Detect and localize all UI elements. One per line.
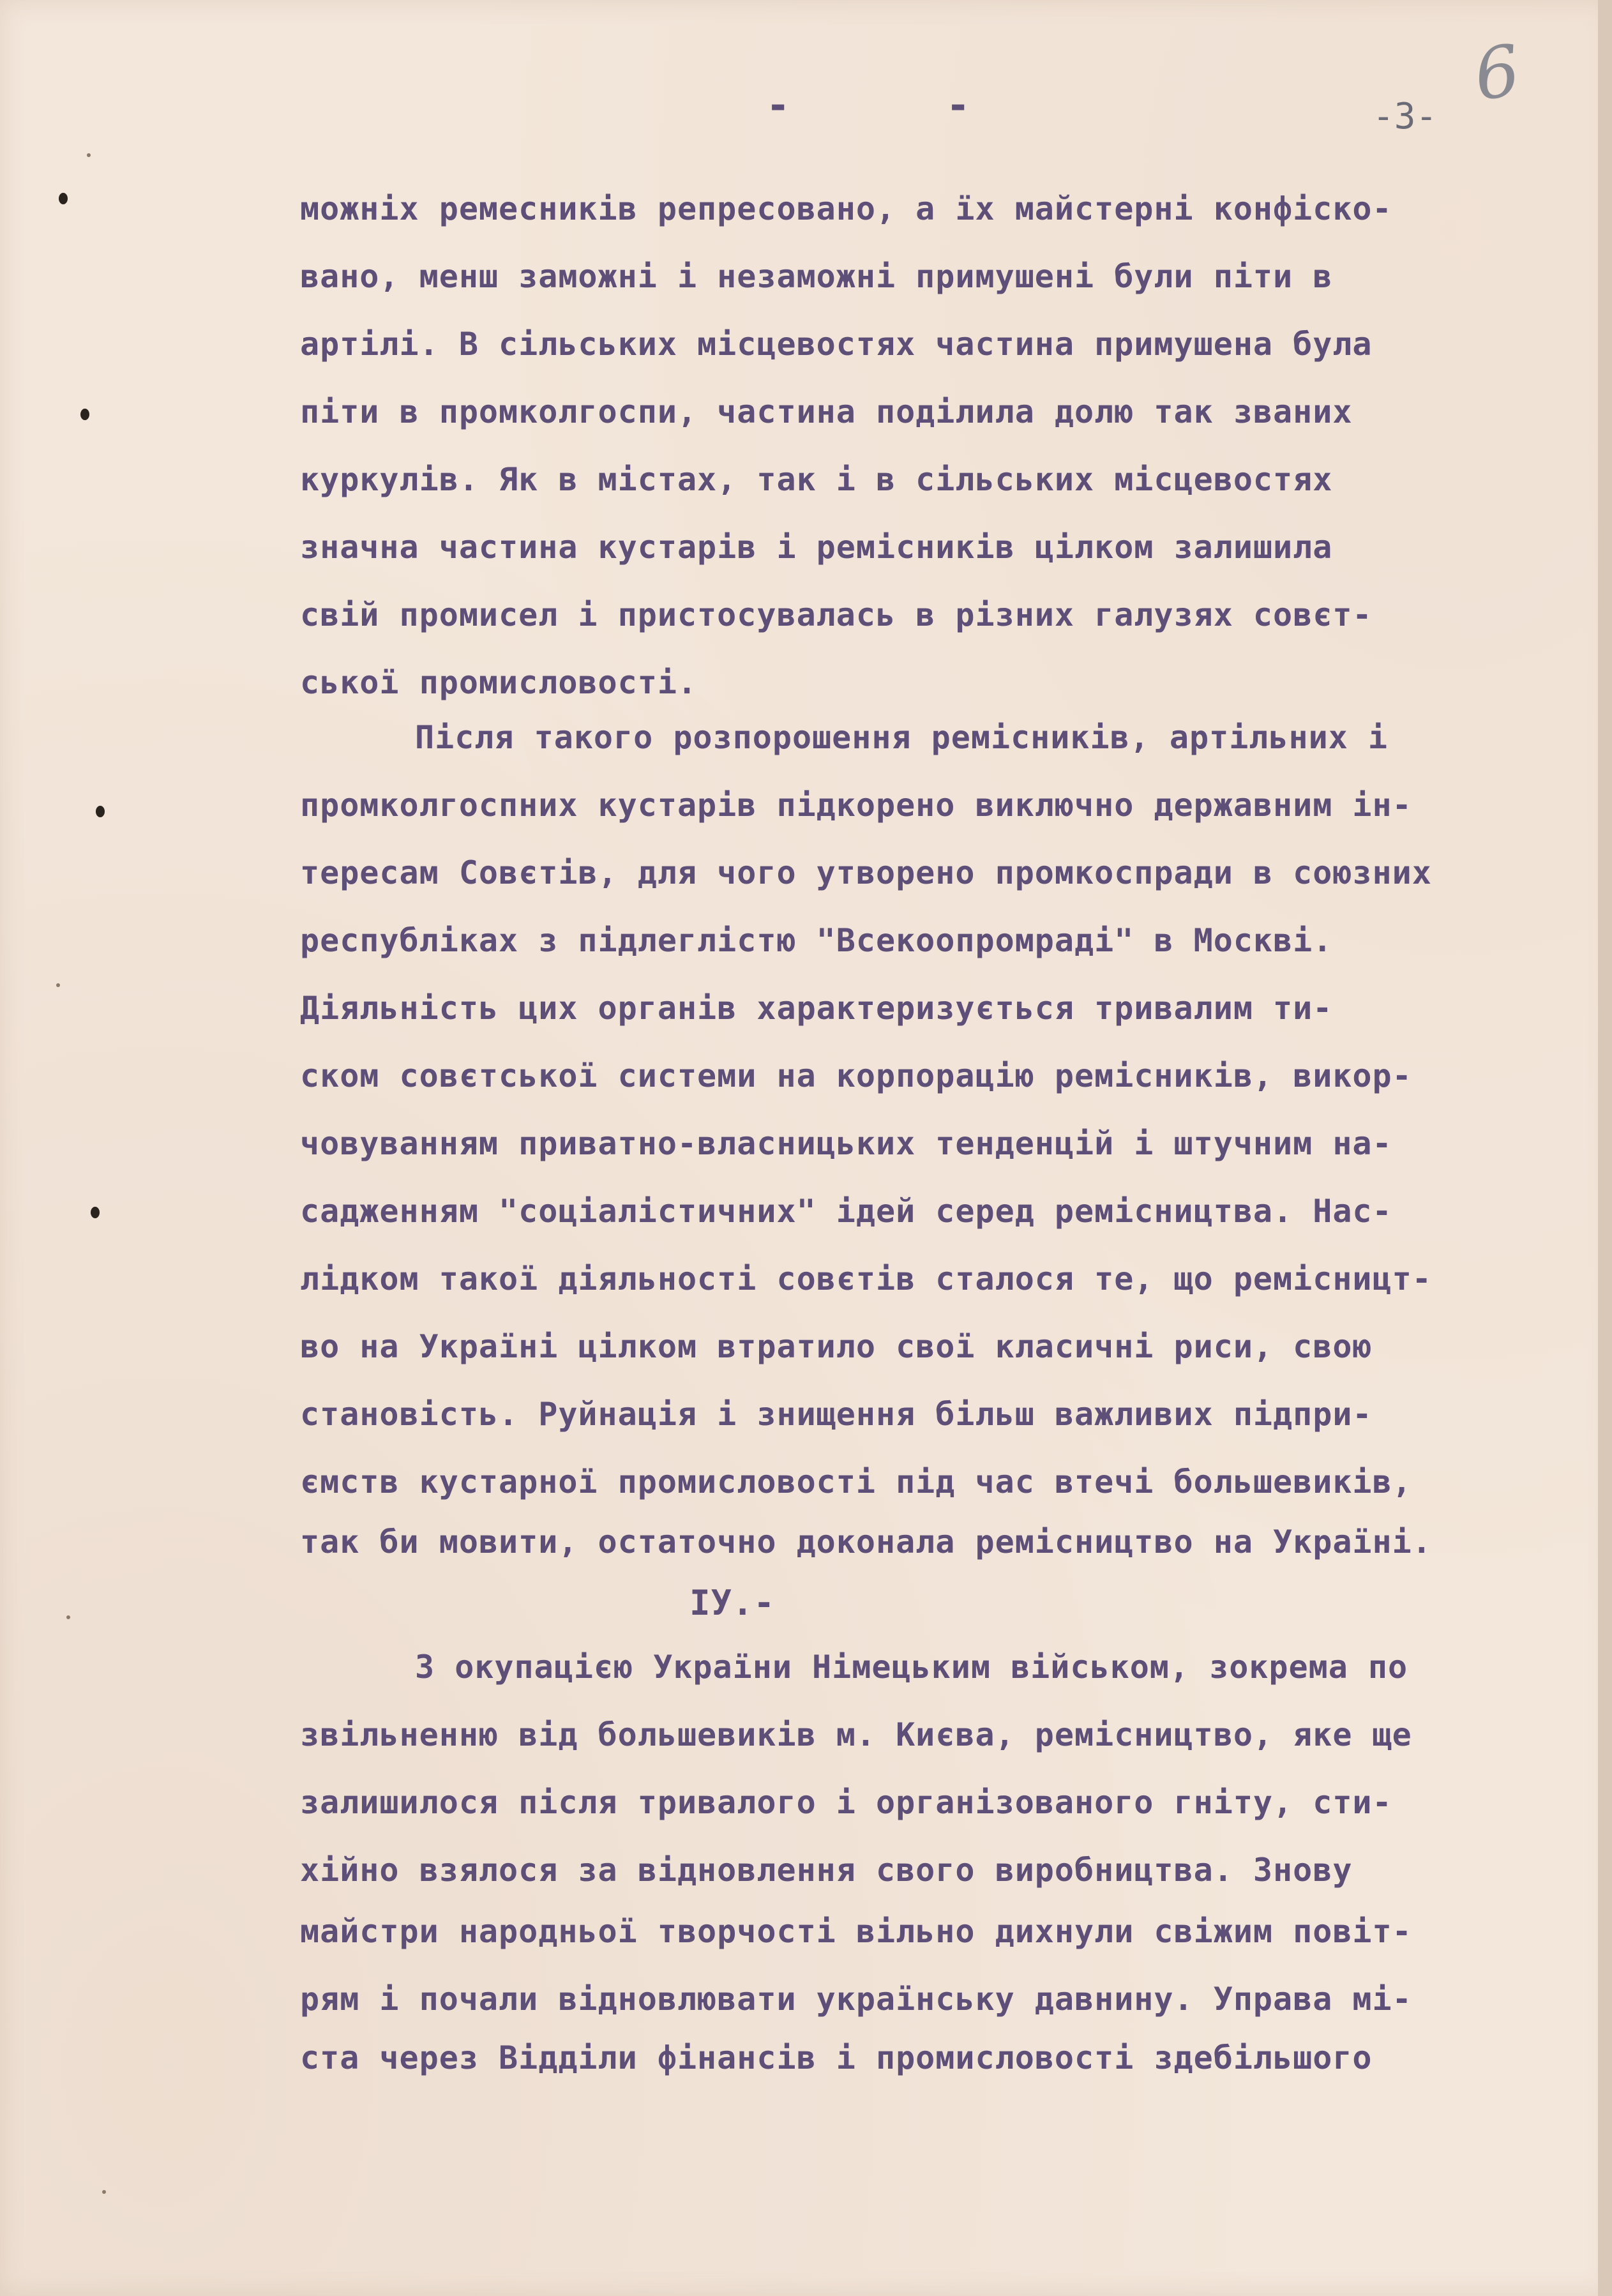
header-dash-left: - (766, 82, 791, 128)
text-line-26: майстри народньої творчості вільно дихнули свіжим повіт- (300, 1913, 1412, 1950)
text-line-10: промколгоспних кустарів підкорено виключно державним ін- (300, 787, 1412, 824)
text-line-25: хійно взялося за відновлення свого виробництва. Знову (300, 1852, 1353, 1889)
text-line-12: республіках з підлеглістю "Всекоопромраді" в Москві. (300, 922, 1333, 959)
speck (56, 983, 60, 987)
text-line-21: так би мовити, остаточно доконала ремісництво на Україні. (300, 1523, 1432, 1560)
binding-hole (59, 193, 68, 204)
speck (102, 2190, 106, 2194)
binding-hole (96, 806, 105, 817)
speck (87, 153, 91, 157)
text-line-27: рям і почали відновлювати українську давнину. Управа мі- (300, 1981, 1412, 2018)
text-line-23: звільненню від большевиків м. Києва, ремісництво, яке ще (300, 1716, 1412, 1753)
handwritten-folio-number: 6 (1469, 29, 1525, 117)
text-line-8: ської промисловості. (300, 664, 698, 701)
text-line-11: тересам Совєтів, для чого утворено промкоспради в союзних (300, 854, 1432, 891)
text-line-24: залишилося після тривалого і організованого гніту, сти- (300, 1784, 1392, 1821)
text-line-28: ста через Відділи фінансів і промисловості здебільшого (300, 2039, 1373, 2076)
text-line-7: свій промисел і пристосувалась в різних галузях совєт- (300, 596, 1373, 633)
speck (66, 1615, 70, 1619)
text-line-3: артілі. В сільських місцевостях частина примушена була (300, 326, 1373, 363)
text-line-9: Після такого розпорошення ремісників, артільних і (415, 719, 1389, 756)
text-line-18: во на Україні цілком втратило свої класичні риси, свою (300, 1328, 1373, 1365)
text-line-20: ємств кустарної промисловості під час втечі большевиків, (300, 1463, 1412, 1500)
text-line-15: човуванням приватно-власницьких тенденцій і штучним на- (300, 1125, 1392, 1162)
text-line-5: куркулів. Як в містах, так і в сільських місцевостях (300, 461, 1333, 498)
text-line-2: вано, менш заможні і незаможні примушені були піти в (300, 258, 1333, 295)
text-line-16: садженням "соціалістичних" ідей серед ремісництва. Нас- (300, 1193, 1392, 1230)
binding-hole (80, 409, 89, 420)
paper-edge (1598, 0, 1612, 2296)
text-line-4: піти в промколгоспи, частина поділила долю так званих (300, 393, 1353, 430)
text-line-17: лідком такої діяльності совєтів сталося те, що ремісницт- (300, 1260, 1432, 1297)
section-heading: IУ.- (689, 1583, 776, 1623)
text-line-19: становість. Руйнація і знищення більш важливих підпри- (300, 1396, 1373, 1433)
header-dash-right: - (946, 82, 971, 128)
text-line-6: значна частина кустарів і ремісників цілком залишила (300, 529, 1333, 566)
text-line-13: Діяльність цих органів характеризується тривалим ти- (300, 990, 1333, 1027)
page-number: -3- (1373, 96, 1438, 137)
binding-hole (91, 1207, 100, 1218)
text-line-1: можніх ремесників репресовано, а їх майстерні конфіско- (300, 190, 1392, 227)
text-line-22: З окупацією України Німецьким військом, зокрема по (415, 1649, 1408, 1686)
text-line-14: ском совєтської системи на корпорацію ремісників, викор- (300, 1057, 1412, 1094)
